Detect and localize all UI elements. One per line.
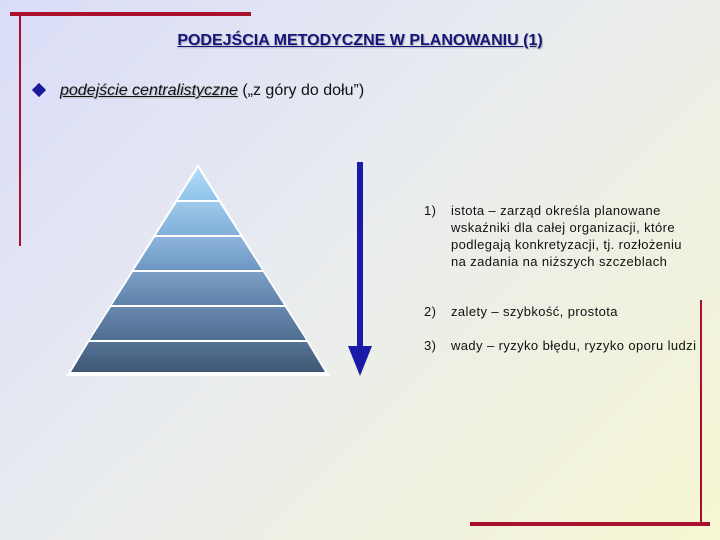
list-item-number: 1) [424, 203, 437, 218]
diamond-bullet-icon [32, 83, 46, 97]
pyramid-level-2 [156, 202, 240, 235]
list-item-text: zalety – szybkość, prostota [451, 304, 618, 319]
bullet-rest: („z góry do dołu”) [237, 82, 365, 99]
decorative-rule-left [19, 16, 21, 246]
pyramid-level-6 [71, 342, 325, 372]
decorative-rule-right [700, 300, 702, 522]
bullet-emphasis: podejście centralistyczne [60, 82, 238, 99]
decorative-rule-top [10, 12, 251, 16]
pyramid-diagram [66, 164, 330, 376]
pyramid-level-3 [134, 237, 262, 270]
list-item-text: istota – zarząd określa planowane wskaźniki dla całej organizacji, które podlegają konkretyzacji, tj. rozłożeniu na zadania na niższych szczeblach [451, 203, 682, 269]
pyramid-level-1 [178, 168, 218, 200]
decorative-rule-bottom [470, 522, 710, 526]
down-arrow-icon [346, 162, 374, 378]
list-item-text: wady – ryzyko błędu, ryzyko oporu ludzi [451, 338, 697, 353]
pyramid-level-5 [90, 307, 306, 340]
slide-title: PODEJŚCIA METODYCZNE W PLANOWANIU (1) [177, 32, 543, 49]
list-item-number: 3) [424, 338, 437, 353]
list-item-number: 2) [424, 304, 437, 319]
bullet-line [60, 82, 364, 100]
pyramid-level-4 [112, 272, 284, 305]
